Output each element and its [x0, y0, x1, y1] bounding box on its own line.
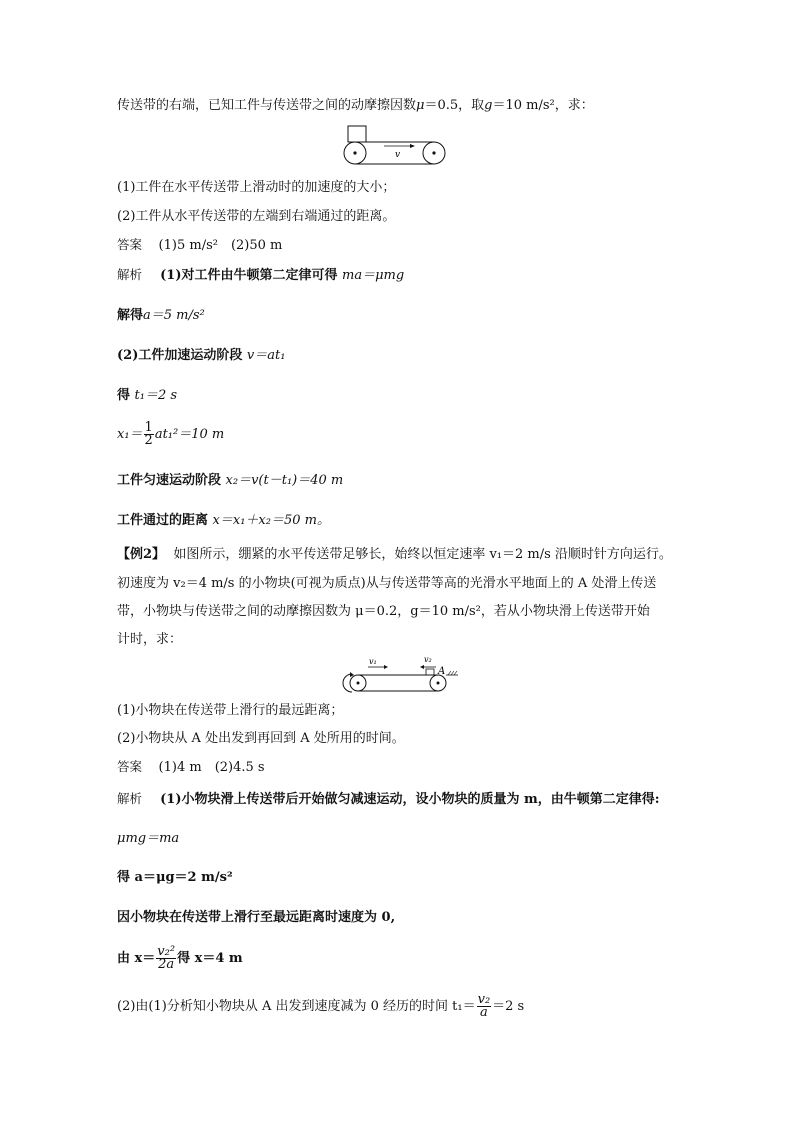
- g-value: ＝10 m/s²，求：: [492, 98, 594, 113]
- fig2-point-a: A: [438, 666, 446, 677]
- ex1-analysis-step7: [117, 513, 330, 529]
- ex1-intro-text: 传送带的右端，已知工件与传送带之间的动摩擦因数: [117, 98, 417, 113]
- ex1-analysis-step4: [117, 388, 177, 404]
- ex2-p1: 如图所示，绷紧的水平传送带足够长，始终以恒定速率 v₁＝2 m/s 沿顺时针方向运行。: [173, 547, 672, 562]
- ex2-step5-post: 得 x＝4 m: [177, 951, 243, 966]
- step1-text: (1)对工件由牛顿第二定律可得: [160, 268, 338, 283]
- step2-text: 解得: [117, 308, 144, 323]
- ex2-analysis-step2: [117, 831, 179, 847]
- ex2-analysis-step4: 因小物块在传送带上滑行至最远距离时速度为 0,: [117, 910, 396, 925]
- ex2-analysis-step6: [117, 994, 524, 1019]
- ex2-paragraph-line3: 带，小物块与传送带之间的动摩擦因数为 μ＝0.2，g＝10 m/s²，若从小物块滑上传送带开始: [117, 604, 650, 619]
- ex1-intro-line: [117, 98, 594, 114]
- answer-label: 答案: [117, 759, 143, 774]
- step6-text: 工件匀速运动阶段: [117, 473, 222, 488]
- step4-text: 得: [117, 388, 131, 403]
- fraction-v2-over-2a: $\frac{\text{v₂²}}{2a}$: [157, 944, 176, 972]
- ex2-step5-pre: 由 x＝: [117, 951, 156, 966]
- ex1-analysis-step3: [117, 348, 285, 364]
- mu-symbol: μ: [416, 98, 425, 113]
- ex2-analysis-step5: [117, 946, 243, 971]
- fraction-one-half: $\frac{1}{2}$: [144, 420, 153, 448]
- example-label: 【例2】: [117, 547, 166, 562]
- ex1-question-1: (1)工件在水平传送带上滑动时的加速度的大小；: [117, 180, 396, 195]
- conveyor-diagram-1: [342, 124, 450, 168]
- step7-equation: x＝x₁＋x₂＝50 m。: [212, 513, 330, 528]
- step2-equation: a＝5 m/s²: [143, 308, 205, 323]
- ex1-analysis-step1: [117, 267, 404, 284]
- ex2-step6-post: ＝2 s: [492, 999, 525, 1014]
- ex2-step2-equation: μmg＝ma: [117, 831, 180, 846]
- ex2-answer: [117, 759, 265, 776]
- ex2-paragraph-line4: 计时，求：: [117, 632, 183, 647]
- ex2-analysis-step3: 得 a＝μg＝2 m/s²: [117, 870, 233, 885]
- mu-value: ＝0.5，取: [424, 98, 485, 113]
- ex2-paragraph-line2: 初速度为 v₂＝4 m/s 的小物块(可视为质点)从与传送带等高的光滑水平地面上的 A 处滑上传送: [117, 576, 657, 591]
- analysis-label: 解析: [117, 267, 143, 282]
- step3-equation: v＝at₁: [246, 348, 286, 363]
- ex1-answer: [117, 237, 282, 254]
- ex2-step1-text: (1)小物块滑上传送带后开始做匀减速运动，设小物块的质量为 m，由牛顿第二定律得:: [160, 792, 660, 807]
- step1-equation: ma＝μmg: [342, 268, 405, 283]
- ex2-analysis-step1: [117, 791, 660, 808]
- fig2-v2-label: v₂: [424, 655, 432, 664]
- answer-text: (1)5 m/s² (2)50 m: [158, 238, 283, 253]
- step7-text: 工件通过的距离: [117, 513, 209, 528]
- answer-label: 答案: [117, 237, 143, 252]
- fig2-v1-label: v₁: [369, 657, 377, 666]
- analysis-label: 解析: [117, 791, 143, 806]
- fraction-v2-over-a: $\frac{\text{v₂}}{a}$: [477, 992, 491, 1020]
- step6-equation: x₂＝v(t－t₁)＝40 m: [225, 473, 344, 488]
- step3-text: (2)工件加速运动阶段: [117, 348, 243, 363]
- ex1-analysis-step6: [117, 473, 343, 489]
- fig1-velocity-label: v: [395, 150, 401, 160]
- conveyor-diagram-2: [338, 654, 460, 694]
- step5-lhs: x₁＝: [117, 427, 143, 442]
- answer-text: (1)4 m (2)4.5 s: [158, 760, 265, 775]
- ex2-question-2: (2)小物块从 A 处出发到再回到 A 处所用的时间。: [117, 731, 405, 746]
- ex2-step6-pre: (2)由(1)分析知小物块从 A 出发到速度减为 0 经历的时间 t₁＝: [117, 999, 476, 1014]
- ex1-question-2: (2)工件从水平传送带的左端到右端通过的距离。: [117, 209, 396, 224]
- ex1-analysis-step2: [117, 308, 205, 324]
- step5-rhs: at₁²＝10 m: [154, 427, 225, 442]
- step4-equation: t₁＝2 s: [134, 388, 178, 403]
- g-symbol: g: [484, 98, 493, 113]
- ex2-question-1: (1)小物块在传送带上滑行的最远距离；: [117, 703, 344, 718]
- ex1-analysis-step5: [117, 422, 224, 447]
- ex2-paragraph-line1: [117, 547, 672, 563]
